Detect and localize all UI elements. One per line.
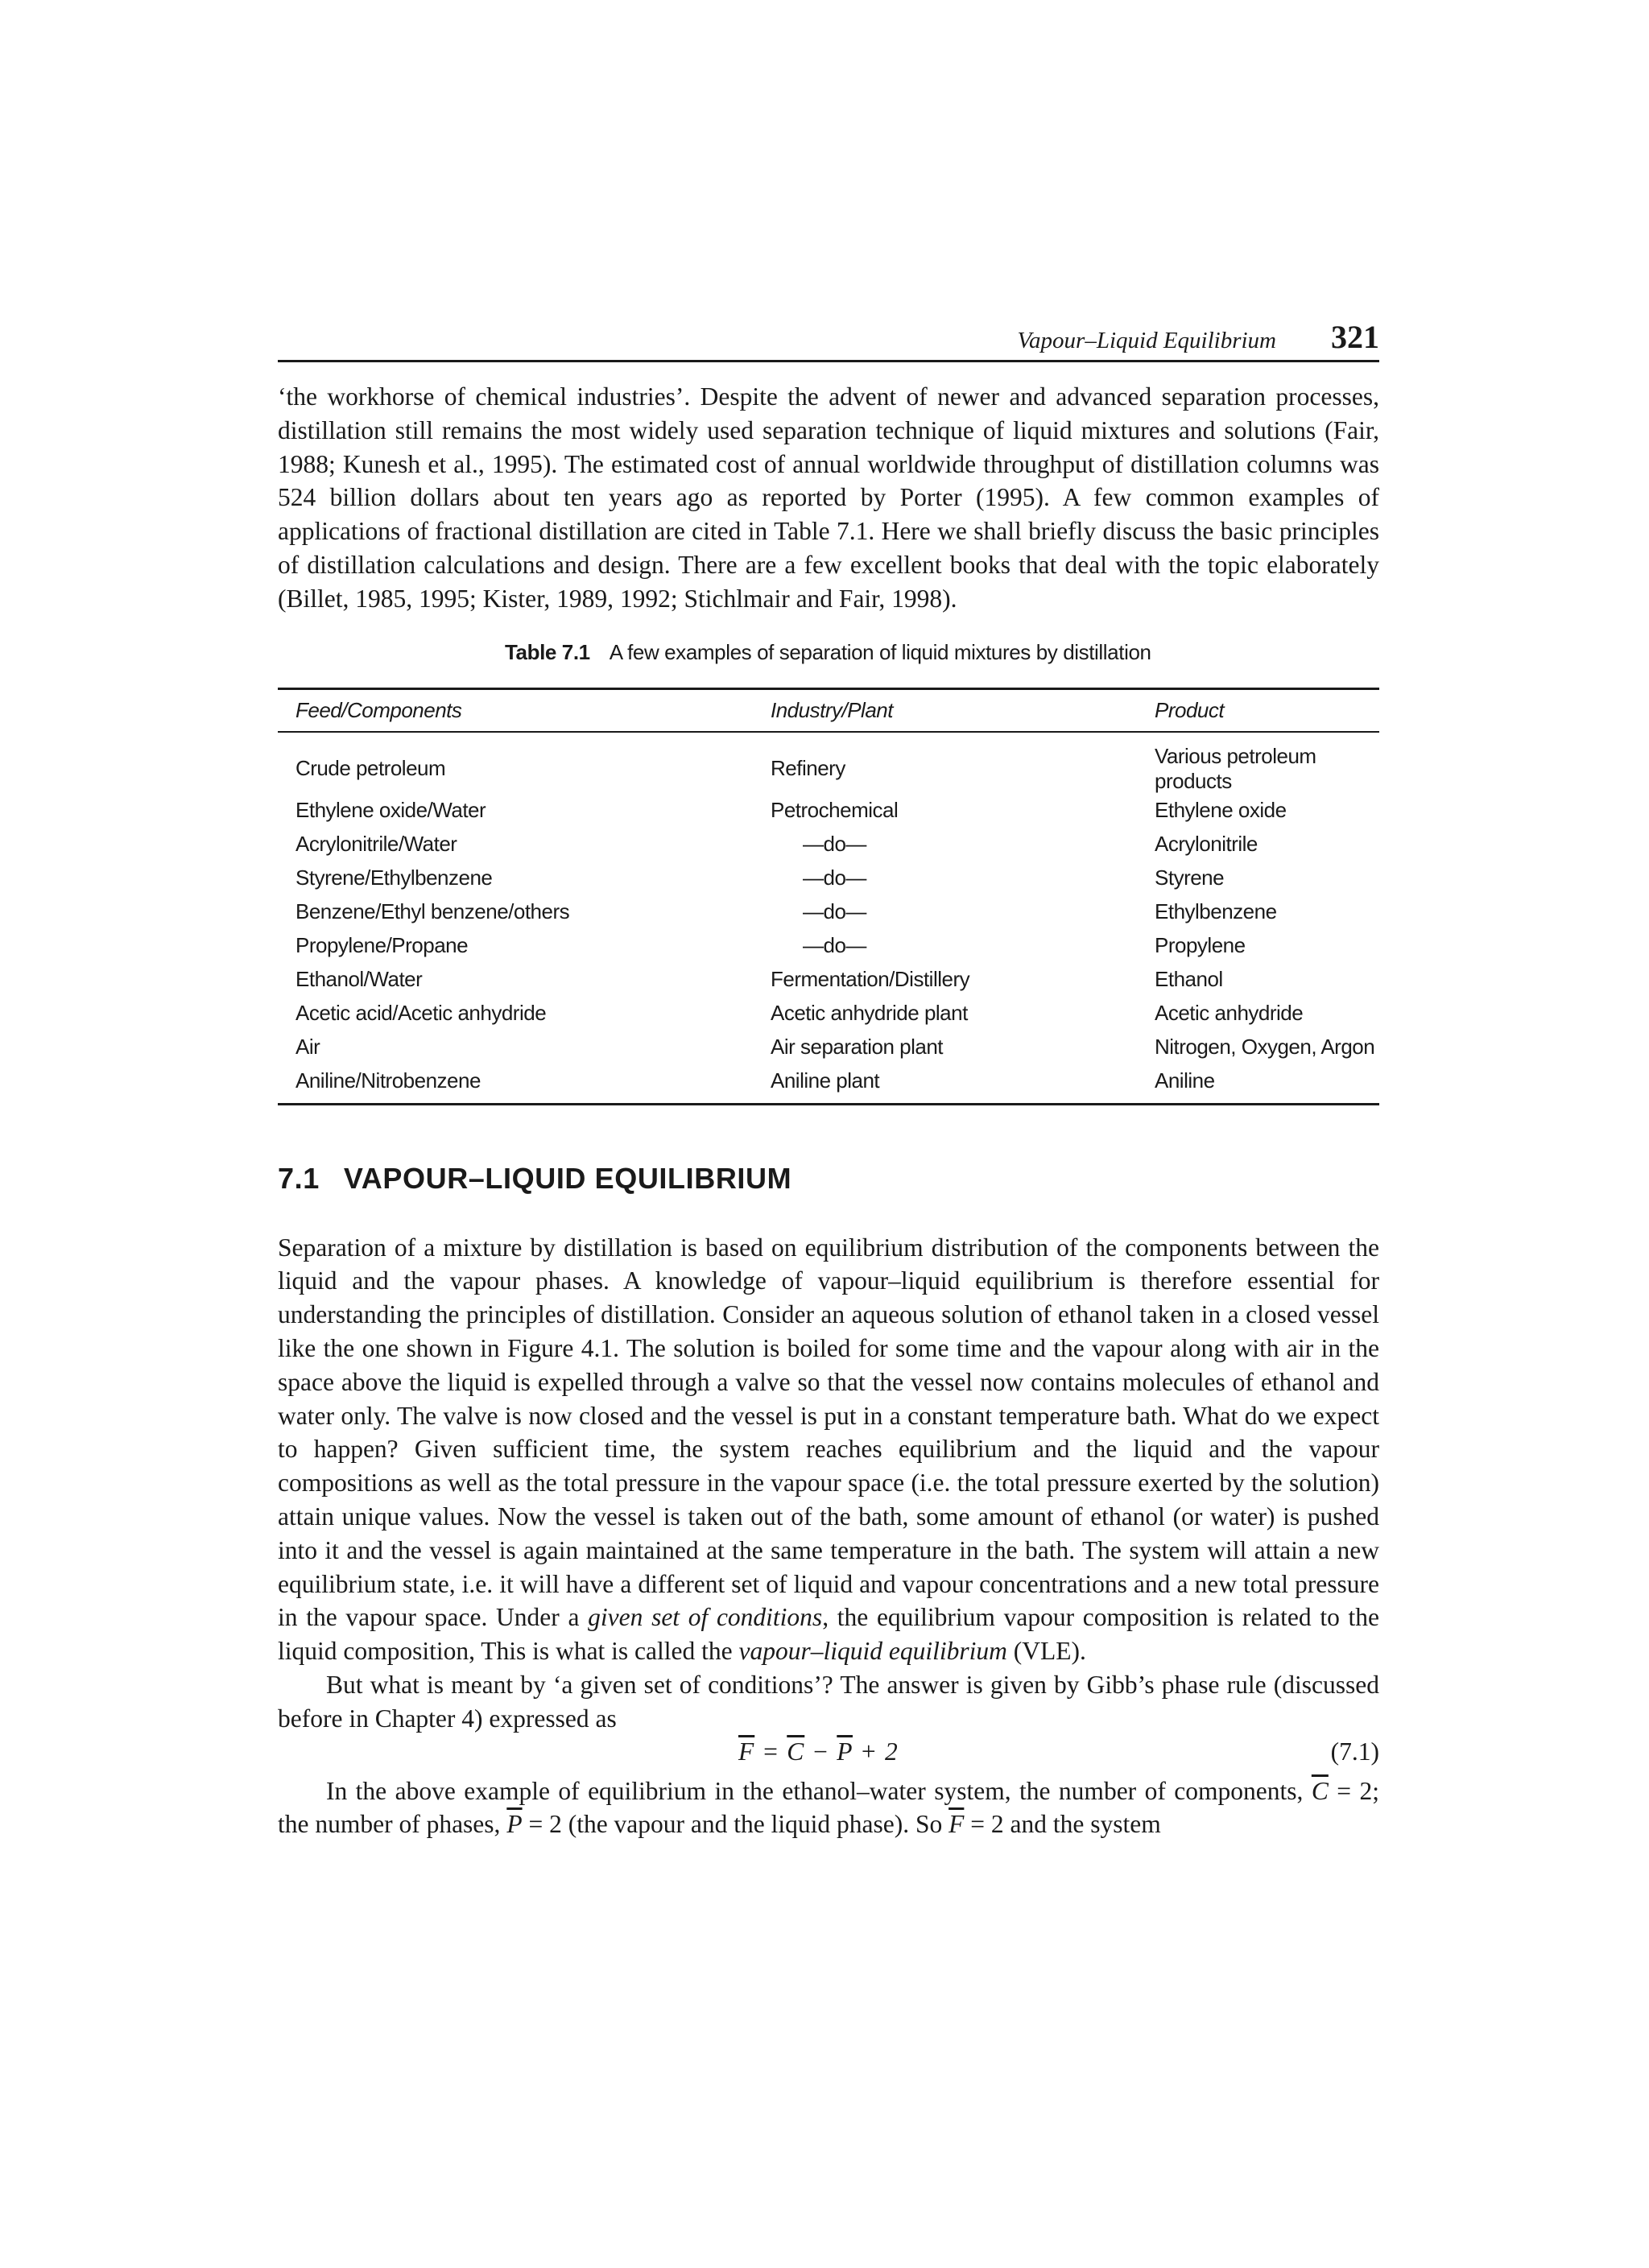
feed-cell: Aniline/Nitrobenzene [295, 1068, 481, 1093]
feed-cell: Ethanol/Water [295, 967, 423, 992]
feed-cell: Air [295, 1035, 320, 1060]
intro-paragraph: ‘the workhorse of chemical industries’. Despite the advent of newer and advanced separation processes, distillation still remains the most widely used separation technique of liquid mixtures and solutions (Fair, 1988; Kunesh et al., 1995). The estimated cost of annual worldwide throughput of distillation columns was 524 billion dollars about ten years ago as reported by Porter (1995). A few common examples of applications of fractional distillation are cited in Table 7.1. Here we shall briefly discuss the basic principles of distillation calculations and design. There are a few excellent books that deal with the topic elaborately (Billet, 1985, 1995; Kister, 1989, 1992; Stichlmair and Fair, 1998). [278, 382, 1379, 613]
equation-body [738, 1737, 899, 1766]
section-heading [278, 1162, 1379, 1196]
body-paragraph-2: But what is meant by ‘a given set of conditions’? The answer is given by Gibb’s phase rule (discussed before in Chapter 4) expressed as [278, 1670, 1379, 1733]
table-header-industry: Industry/Plant [771, 697, 893, 722]
table-row [278, 861, 1379, 895]
feed-cell: Crude petroleum [295, 756, 446, 781]
table-row [278, 828, 1379, 861]
running-header [278, 318, 1379, 360]
industry-cell: Air separation plant [771, 1035, 944, 1060]
body-paragraph-1-text-c: (VLE). [1006, 1637, 1086, 1666]
body-paragraph-3-text-a: In the above example of equilibrium in the ethanol–water system, the number of components, [326, 1776, 1312, 1805]
equation-7-1 [278, 1737, 1379, 1774]
emphasis-vle-term: vapour–liquid equilibrium [738, 1637, 1007, 1666]
header-rule [278, 360, 1379, 362]
body-paragraph-1 [278, 1231, 1379, 1668]
section-title: VAPOUR–LIQUID EQUILIBRIUM [343, 1161, 792, 1195]
industry-cell: Aniline plant [771, 1068, 880, 1093]
industry-cell: Refinery [771, 756, 845, 781]
industry-cell: Petrochemical [771, 798, 899, 823]
page-number: 321 [1331, 319, 1379, 355]
product-cell: Styrene [1155, 865, 1225, 890]
eq-var-p: $\overline{P}$ [837, 1737, 853, 1766]
product-cell: Ethylbenzene [1155, 899, 1277, 924]
industry-cell: —do— [803, 933, 866, 958]
table-row [278, 794, 1379, 828]
product-cell: Ethylene oxide [1155, 798, 1287, 823]
body-paragraph-3 [278, 1774, 1379, 1842]
product-cell: Ethanol [1155, 967, 1223, 992]
eq-tail: + 2 [852, 1737, 899, 1766]
table-row [278, 895, 1379, 929]
table-header-row [278, 688, 1379, 732]
table-caption [278, 640, 1379, 665]
product-cell: Nitrogen, Oxygen, Argon [1155, 1035, 1375, 1060]
table-header-feed: Feed/Components [295, 697, 462, 722]
body-paragraph-3-text-d: = 2 and the system [964, 1810, 1161, 1839]
table-caption-text: A few examples of separation of liquid mixtures by distillation [609, 639, 1151, 664]
table-row [278, 997, 1379, 1031]
table-header-product: Product [1155, 697, 1225, 722]
distillation-examples-table [278, 688, 1379, 1105]
var-c: $\overline{C}$ [1311, 1776, 1329, 1805]
eq-var-f: $\overline{F}$ [738, 1737, 755, 1766]
product-cell: Propylene [1155, 933, 1246, 958]
running-title: Vapour–Liquid Equilibrium [1017, 328, 1276, 353]
product-cell: Acrylonitrile [1155, 832, 1258, 857]
var-f: $\overline{F}$ [948, 1810, 965, 1839]
feed-cell: Benzene/Ethyl benzene/others [295, 899, 570, 924]
industry-cell: —do— [803, 865, 866, 890]
industry-cell: —do— [803, 899, 866, 924]
product-cell: Acetic anhydride [1155, 1001, 1304, 1026]
industry-cell: Acetic anhydride plant [771, 1001, 968, 1026]
var-p: $\overline{P}$ [506, 1810, 523, 1839]
equation-number: (7.1) [1330, 1737, 1379, 1766]
feed-cell: Styrene/Ethylbenzene [295, 865, 493, 890]
table-row [278, 1064, 1379, 1105]
eq-equals: = [754, 1737, 787, 1766]
eq-minus: − [804, 1737, 837, 1766]
feed-cell: Acetic acid/Acetic anhydride [295, 1001, 547, 1026]
table-row [278, 963, 1379, 997]
industry-cell: Fermentation/Distillery [771, 967, 970, 992]
body-paragraph-3-text-b: = 2; the number of phases, [278, 1776, 1379, 1839]
product-cell: Aniline [1155, 1068, 1215, 1093]
table-row [278, 1031, 1379, 1064]
table-row [278, 929, 1379, 963]
feed-cell: Ethylene oxide/Water [295, 798, 486, 823]
body-paragraph-3-text-c: = 2 (the vapour and the liquid phase). So [522, 1810, 949, 1839]
feed-cell: Propylene/Propane [295, 933, 469, 958]
book-page [278, 318, 1379, 1841]
product-cell: Various petroleum products [1155, 743, 1316, 793]
table-label: Table 7.1 [505, 639, 590, 664]
eq-var-c: $\overline{C}$ [787, 1737, 805, 1766]
body-paragraph-1-text-a: Separation of a mixture by distillation is based on equilibrium distribution of the components between the liquid and the vapour phases. A knowledge of vapour–liquid equilibrium is therefore essential for understanding the principles of distillation. Consider an aqueous solution of ethanol taken in a closed vessel like the one shown in Figure 4.1. The solution is boiled for some time and the vapour along with air in the space above the liquid is expelled through a valve so that the vessel now contains molecules of ethanol and water only. The valve is now closed and the vessel is put in a constant temperature bath. What do we expect to happen? Given sufficient time, the system reaches equilibrium and the liquid and the vapour compositions as well as the total pressure in the vapour space (i.e. the total pressure exerted by the solution) attain unique values. Now the vessel is taken out of the bath, some amount of ethanol (or water) is pushed into it and the vessel is again maintained at the same temperature in the bath. The system will attain a new equilibrium state, i.e. it will have a different set of liquid and vapour concentrations and a new total pressure in the vapour space. Under a [278, 1233, 1379, 1632]
body-paragraph-1-text-b: , the equilibrium vapour composition is related to the liquid composition, This is what is called the [278, 1603, 1379, 1666]
table-row [278, 732, 1379, 794]
emphasis-given-set-of-conditions: given set of conditions [588, 1603, 823, 1632]
section-number: 7.1 [278, 1161, 320, 1195]
industry-cell: —do— [803, 832, 866, 857]
feed-cell: Acrylonitrile/Water [295, 832, 457, 857]
